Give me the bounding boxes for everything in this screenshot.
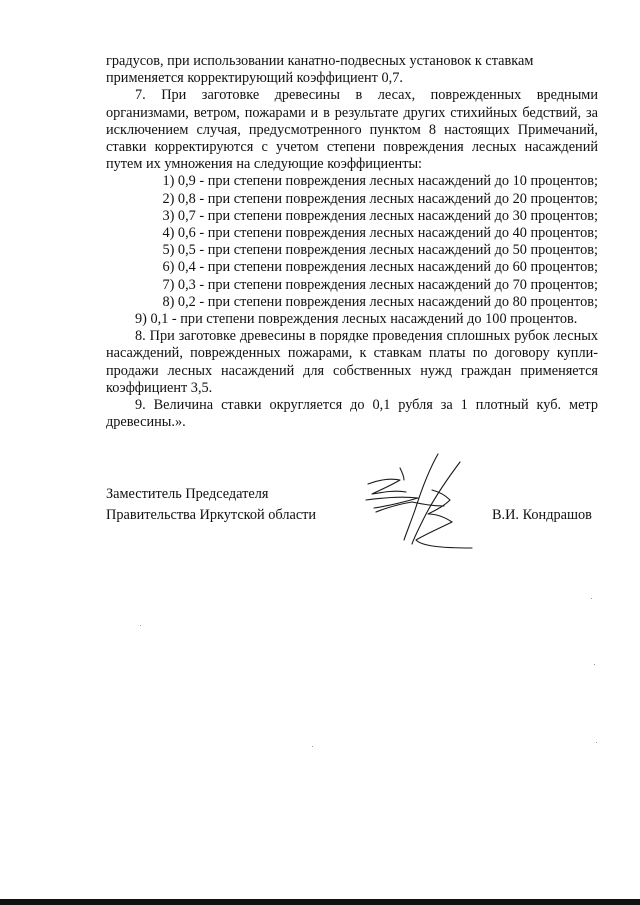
scan-speck — [312, 746, 313, 747]
signature-block — [106, 484, 606, 526]
item-8-paragraph: 8. При заготовке древесины в порядке проведения сплошных рубок лесных насаждений, поврежденных пожарами, к ставкам платы по договору купли-продажи лесных насаждений для собственных нужд граждан применяется коэффициент 3,5. — [106, 328, 598, 396]
coefficient-item: 7) 0,3 - при степени повреждения лесных насаждений до 70 процентов; — [162, 276, 598, 293]
scan-speck — [594, 664, 595, 665]
item-7-paragraph: 7. При заготовке древесины в лесах, поврежденных вредными организмами, ветром, пожарами и в результате других стихийных бедствий, за исключением случая, предусмотренного пунктом 8 настоящих Примечаний, ставки корректируются с учетом степени повреждения лесных насаждений путем их умножения на следующие коэффициенты: — [106, 87, 598, 173]
signer-position-line-2: Правительства Иркутской области — [106, 507, 317, 523]
coefficient-item: 8) 0,2 - при степени повреждения лесных насаждений до 80 процентов; — [162, 293, 598, 310]
signer-position-line-1: Заместитель Председателя — [106, 486, 269, 502]
coefficient-item: 3) 0,7 - при степени повреждения лесных насаждений до 30 процентов; — [162, 207, 598, 224]
signature-stroke — [368, 479, 406, 494]
coefficient-item: 9) 0,1 - при степени повреждения лесных насаждений до 100 процентов. — [135, 311, 578, 328]
intro-line-1: градусов, при использовании канатно-подвесных установок к ставкам — [106, 53, 534, 69]
handwritten-signature — [360, 448, 480, 558]
coefficient-item: 2) 0,8 - при степени повреждения лесных насаждений до 20 процентов; — [162, 190, 598, 207]
scan-speck — [591, 598, 592, 599]
coefficient-item: 5) 0,5 - при степени повреждения лесных насаждений до 50 процентов; — [162, 242, 598, 259]
coefficient-item: 6) 0,4 - при степени повреждения лесных насаждений до 60 процентов; — [162, 259, 598, 276]
coefficient-item: 1) 0,9 - при степени повреждения лесных насаждений до 10 процентов; — [162, 173, 598, 190]
scan-speck — [140, 625, 141, 626]
intro-line-2: применяется корректирующий коэффициент 0,7. — [106, 70, 403, 87]
scan-bottom-edge — [0, 899, 640, 905]
document-body — [106, 53, 598, 431]
signature-stroke — [416, 522, 472, 548]
coefficient-item: 4) 0,6 - при степени повреждения лесных насаждений до 40 процентов; — [162, 225, 598, 242]
signer-name: В.И. Кондрашов — [492, 507, 592, 523]
scan-speck — [596, 742, 597, 743]
item-9-paragraph: 9. Величина ставки округляется до 0,1 рубля за 1 плотный куб. метр древесины.». — [106, 397, 598, 431]
signature-stroke — [400, 468, 404, 480]
